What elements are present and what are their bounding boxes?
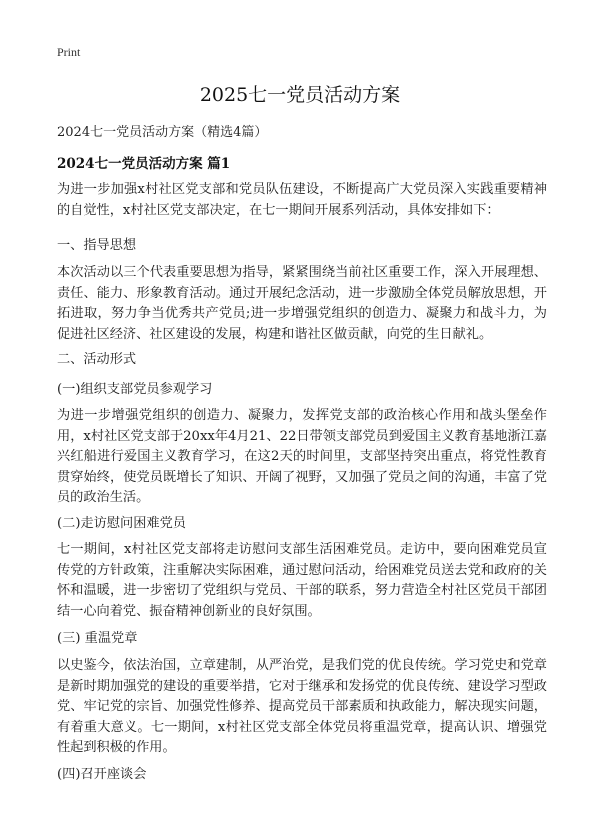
visit-members-paragraph: 七一期间，x村社区党支部将走访慰问支部生活困难党员。走访中，要向困难党员宣传党的方针政策，注重解决实际困难，通过慰问活动，给困难党员送去党和政府的关怀和温暖，进一步密切了党组织与党员、干部的联系，努力营造全村社区党员干部团结一心向着党、振奋精神创新业的良好氛围。 (57, 542, 547, 619)
section-title: 2024七一党员活动方案 篇1 (57, 156, 231, 172)
heading-review-charter: (三) 重温党章 (57, 631, 138, 646)
heading-study-visit: (一)组织支部党员参观学习 (57, 382, 213, 397)
print-link[interactable]: Print (57, 45, 81, 59)
heading-activity-forms: 二、活动形式 (57, 352, 137, 367)
intro-paragraph: 为进一步加强x村社区党支部和党员队伍建设，不断提高广大党员深入实践重要精神的自觉性，x村社区党支部决定，在七一期间开展系列活动，具体安排如下： (57, 182, 547, 218)
review-charter-paragraph: 以史鉴今，依法治国，立章建制，从严治党，是我们党的优良传统。学习党史和党章是新时期加强党的建设的重要举措，它对于继承和发扬党的优良传统、建设学习型政党、牢记党的宗旨、加强党性修养、提高党员干部素质和执政能力，解决现实问题，有着重大意义。七一期间，x村社区党支部全体党员将重温党章，提高认识、增强党性起到积极的作用。 (57, 658, 547, 755)
guiding-ideology-paragraph: 本次活动以三个代表重要思想为指导，紧紧围绕当前社区重要工作，深入开展理想、责任、能力、形象教育活动。通过开展纪念活动，进一步激励全体党员解放思想，开拓进取，努力争当优秀共产党员;进一步增强党组织的创造力、凝聚力和战斗力，为促进社区经济、社区建设的发展，构建和谐社区做贡献，向党的生日献礼。 (57, 265, 547, 342)
heading-visit-members: (二)走访慰问困难党员 (57, 516, 186, 531)
heading-guiding-ideology: 一、指导思想 (57, 238, 137, 253)
document-title: 2025七一党员活动方案 (199, 84, 401, 106)
heading-symposium: (四)召开座谈会 (57, 767, 147, 782)
study-visit-paragraph: 为进一步增强党组织的创造力、凝聚力，发挥党支部的政治核心作用和战头堡垒作用，x村社区党支部于20xx年4月21、22日带领支部党员到爱国主义教育基地浙江嘉兴红船进行爱国主义教育学习，在这2天的时间里，支部坚持突出重点，将党性教育贯穿始终，使党员既增长了知识、开阔了视野，又加强了党员之间的沟通，丰富了党员的政治生活。 (57, 408, 547, 505)
document-subtitle: 2024七一党员活动方案（精选4篇） (57, 125, 268, 140)
